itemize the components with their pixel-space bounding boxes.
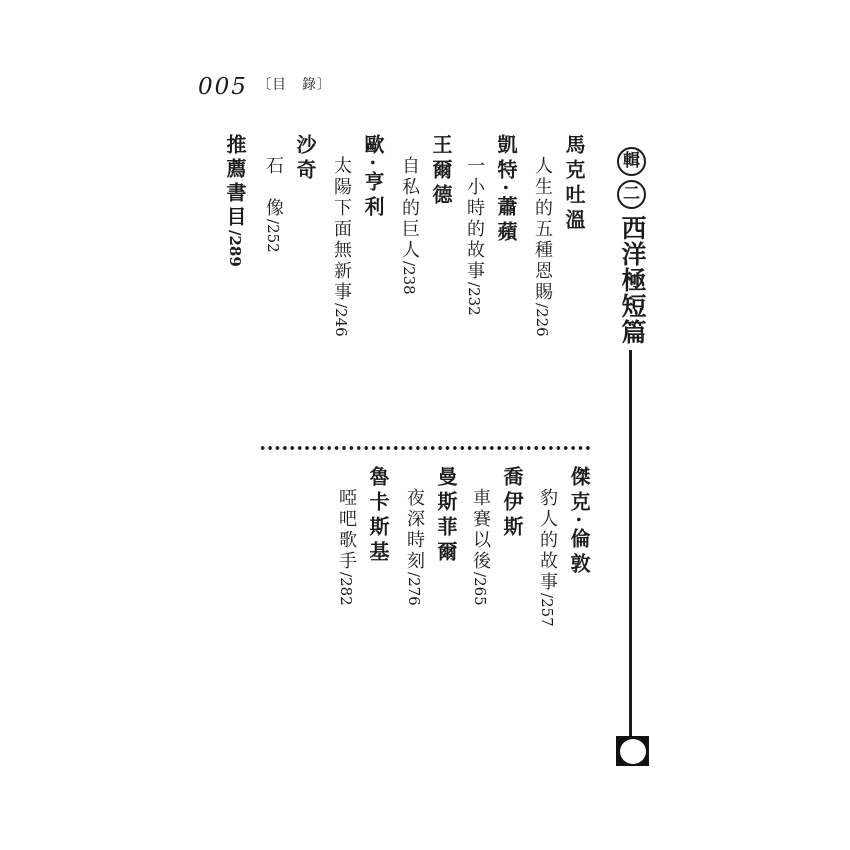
toc-title: 啞吧歌手 <box>336 488 357 572</box>
booklist-label-line <box>221 134 249 474</box>
slash: / <box>471 572 489 578</box>
toc-title-line <box>461 134 487 474</box>
toc-author: 傑克·倫敦 <box>567 466 591 578</box>
toc-title-line <box>396 134 422 474</box>
toc-page-number: 276 <box>405 577 423 606</box>
toc-author: 歐·亨利 <box>361 134 385 221</box>
toc-author: 凱特·蕭蘋 <box>494 134 518 246</box>
toc-entry <box>530 134 588 474</box>
toc-title-line <box>467 466 493 806</box>
slash: / <box>538 593 556 599</box>
toc-page-number: 257 <box>538 598 556 627</box>
toc-page-number: 265 <box>471 577 489 606</box>
booklist-label: 推薦書目 <box>223 134 247 230</box>
slash: / <box>405 572 423 578</box>
slash: / <box>533 303 551 309</box>
toc-title: 石 像 <box>263 156 284 219</box>
dotted-separator <box>259 445 590 451</box>
toc-page-number: 246 <box>332 308 350 337</box>
toc-author: 馬克吐溫 <box>562 134 586 234</box>
folio-number: 005 <box>198 74 248 100</box>
toc-entry <box>535 466 593 806</box>
slash: / <box>264 219 282 225</box>
slash: / <box>465 282 483 288</box>
toc-title: 自私的巨人 <box>399 156 420 261</box>
toc-author: 魯卡斯基 <box>366 466 390 566</box>
toc-entry <box>462 134 520 474</box>
toc-page-number: 232 <box>465 287 483 316</box>
toc-entry <box>329 134 387 474</box>
toc-title: 夜深時刻 <box>404 488 425 572</box>
toc-page-number: 226 <box>533 308 551 337</box>
folio-line <box>198 74 332 100</box>
booklist-page-number: 289 <box>226 235 244 267</box>
toc-title-line <box>333 466 359 806</box>
vertical-rule <box>629 350 632 737</box>
series-badge-circle-1 <box>617 147 646 176</box>
toc-author: 王爾德 <box>429 134 453 209</box>
toc-entry <box>334 466 392 806</box>
toc-entry-booklist <box>219 134 249 474</box>
toc-author: 沙奇 <box>293 134 317 184</box>
slash: / <box>337 572 355 578</box>
series-title: 西洋極短篇 <box>618 215 647 345</box>
toc-entry <box>402 466 460 806</box>
toc-title: 車賽以後 <box>470 488 491 572</box>
slash: / <box>332 303 350 309</box>
toc-title: 人生的五種恩賜 <box>532 156 553 303</box>
toc-title-line <box>401 466 427 806</box>
series-badge-char-1: 輯 <box>623 151 640 171</box>
toc-title-line <box>260 134 286 474</box>
toc-title: 一小時的故事 <box>464 156 485 282</box>
toc-page-number: 252 <box>264 224 282 253</box>
tailpiece-square <box>616 736 649 766</box>
toc-title-line <box>328 134 354 474</box>
toc-title: 豹人的故事 <box>537 488 558 593</box>
contents-label: 〔目 錄〕 <box>257 77 332 93</box>
toc-author: 喬伊斯 <box>500 466 524 541</box>
toc-title-line <box>534 466 560 806</box>
toc-author: 曼斯菲爾 <box>434 466 458 566</box>
toc-entry <box>263 134 319 474</box>
toc-title: 太陽下面無新事 <box>331 156 352 303</box>
series-badge-char-2: 二 <box>623 184 640 204</box>
toc-entry <box>397 134 455 474</box>
slash: / <box>226 230 244 236</box>
toc-page-number: 238 <box>400 266 418 295</box>
series-badge-circle-2 <box>617 180 646 209</box>
tailpiece-circle-icon <box>620 739 646 764</box>
toc-page-number: 282 <box>337 577 355 606</box>
toc-title-line <box>529 134 555 474</box>
toc-entry <box>468 466 526 806</box>
slash: / <box>400 261 418 267</box>
